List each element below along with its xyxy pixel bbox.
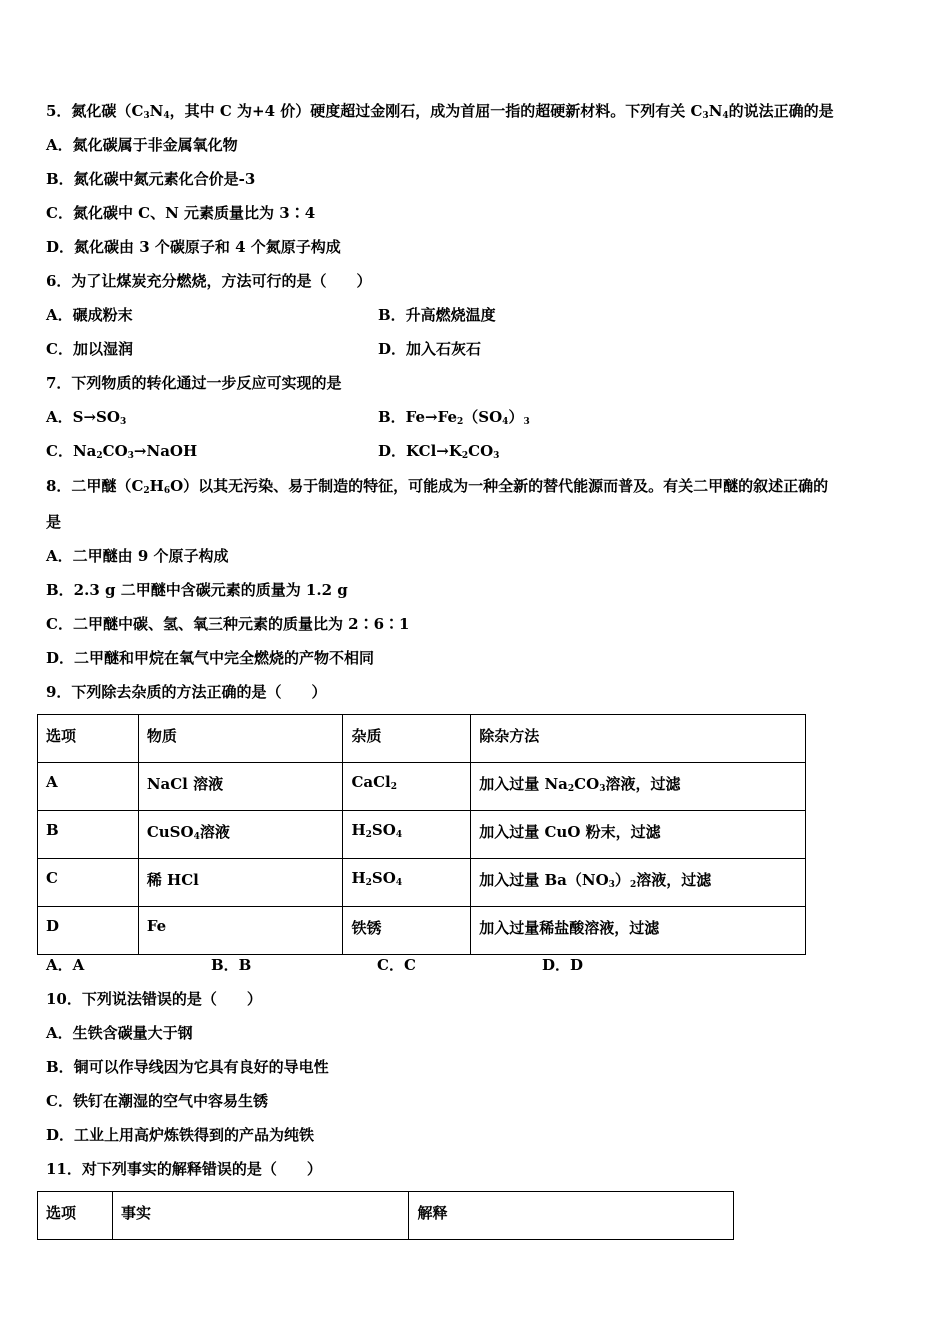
q9-stem: 9．下列除去杂质的方法正确的是（ ） (46, 683, 327, 701)
table-header-cell: 事实 (112, 1192, 409, 1240)
q5-stem: 5．氮化碳（$C_3N_4$，其中 C 为+4 价）硬度超过金刚石，成为首屈一指的超硬新材料。下列有关 $C_3N_4$的说法正确的是 (46, 102, 834, 121)
q6-option-d: D．加入石灰石 (378, 340, 482, 358)
q7-option-c: C．$Na_2CO_3\to NaOH$ (46, 442, 198, 461)
q8-option-d: D．二甲醚和甲烷在氧气中完全燃烧的产物不相同 (46, 649, 375, 667)
table-row (38, 763, 806, 811)
table-cell: A (38, 763, 139, 811)
q10-option-b: B．铜可以作导线因为它具有良好的导电性 (46, 1058, 329, 1076)
q8-stem-continued: 是 (46, 513, 62, 531)
table-cell: 加入过量 $Na_2CO_3$溶液，过滤 (471, 763, 806, 811)
table-cell: 加入过量 $Ba(NO_3)_2$溶液，过滤 (471, 859, 806, 907)
table-cell: $H_2SO_4$ (343, 811, 471, 859)
table-cell: Fe (138, 907, 343, 955)
table-header-row (38, 715, 806, 763)
table-row (38, 907, 806, 955)
q10-option-c: C．铁钉在潮湿的空气中容易生锈 (46, 1092, 268, 1110)
q6-option-a: A．碾成粉末 (46, 306, 133, 324)
table-cell: D (38, 907, 139, 955)
table-cell: B (38, 811, 139, 859)
q11-table (37, 1191, 734, 1240)
table-row (38, 811, 806, 859)
q9-answer-a: A．A (46, 956, 85, 974)
table-row (38, 859, 806, 907)
q10-stem: 10．下列说法错误的是（ ） (46, 990, 262, 1008)
q10-option-a: A．生铁含碳量大于钢 (46, 1024, 193, 1042)
table-cell: 加入过量 CuO 粉末，过滤 (471, 811, 806, 859)
table-cell: 加入过量稀盐酸溶液，过滤 (471, 907, 806, 955)
table-cell: 稀 HCl (138, 859, 343, 907)
table-header-cell: 物质 (138, 715, 343, 763)
table-header-cell: 解释 (409, 1192, 734, 1240)
q5-option-b: B．氮化碳中氮元素化合价是-3 (46, 170, 256, 188)
table-header-cell: 选项 (38, 1192, 113, 1240)
table-cell: NaCl 溶液 (138, 763, 343, 811)
q7-option-a: A．$S\to SO_3$ (46, 408, 127, 427)
q9-answer-c: C．C (377, 956, 416, 974)
q6-option-b: B．升高燃烧温度 (378, 306, 496, 324)
table-cell: CuSO$_4$溶液 (138, 811, 343, 859)
q5-option-d: D．氮化碳由 3 个碳原子和 4 个氮原子构成 (46, 238, 341, 256)
table-cell: C (38, 859, 139, 907)
table-header-cell: 选项 (38, 715, 139, 763)
q5-option-a: A．氮化碳属于非金属氧化物 (46, 136, 238, 154)
table-header-row (38, 1192, 734, 1240)
q7-option-b: B．$Fe\to Fe_2(SO_4)_3$ (378, 408, 530, 427)
table-header-cell: 杂质 (343, 715, 471, 763)
q7-option-d: D．$KCl\to K_2CO_3$ (378, 442, 500, 461)
q9-answer-d: D．D (542, 956, 584, 974)
q8-option-c: C．二甲醚中碳、氢、氧三种元素的质量比为 2∶6∶1 (46, 615, 410, 633)
q9-table (37, 714, 806, 955)
q5-option-c: C．氮化碳中 C、N 元素质量比为 3∶4 (46, 204, 316, 222)
q8-stem: 8．二甲醚$(C_2H_6O)$以其无污染、易于制造的特征，可能成为一种全新的替代能源而普及。有关二甲醚的叙述正确的 (46, 477, 829, 496)
q6-option-c: C．加以湿润 (46, 340, 133, 358)
q11-stem: 11．对下列事实的解释错误的是（ ） (46, 1160, 322, 1178)
table-cell: $H_2SO_4$ (343, 859, 471, 907)
q8-option-a: A．二甲醚由 9 个原子构成 (46, 547, 229, 565)
q9-answer-b: B．B (211, 956, 252, 974)
q10-option-d: D．工业上用高炉炼铁得到的产品为纯铁 (46, 1126, 315, 1144)
q7-stem: 7．下列物质的转化通过一步反应可实现的是 (46, 374, 342, 392)
table-cell: CaCl$_2$ (343, 763, 471, 811)
q8-option-b: B．2.3 g 二甲醚中含碳元素的质量为 1.2 g (46, 581, 348, 599)
table-header-cell: 除杂方法 (471, 715, 806, 763)
q6-stem: 6．为了让煤炭充分燃烧，方法可行的是（ ） (46, 272, 372, 290)
table-cell: 铁锈 (343, 907, 471, 955)
